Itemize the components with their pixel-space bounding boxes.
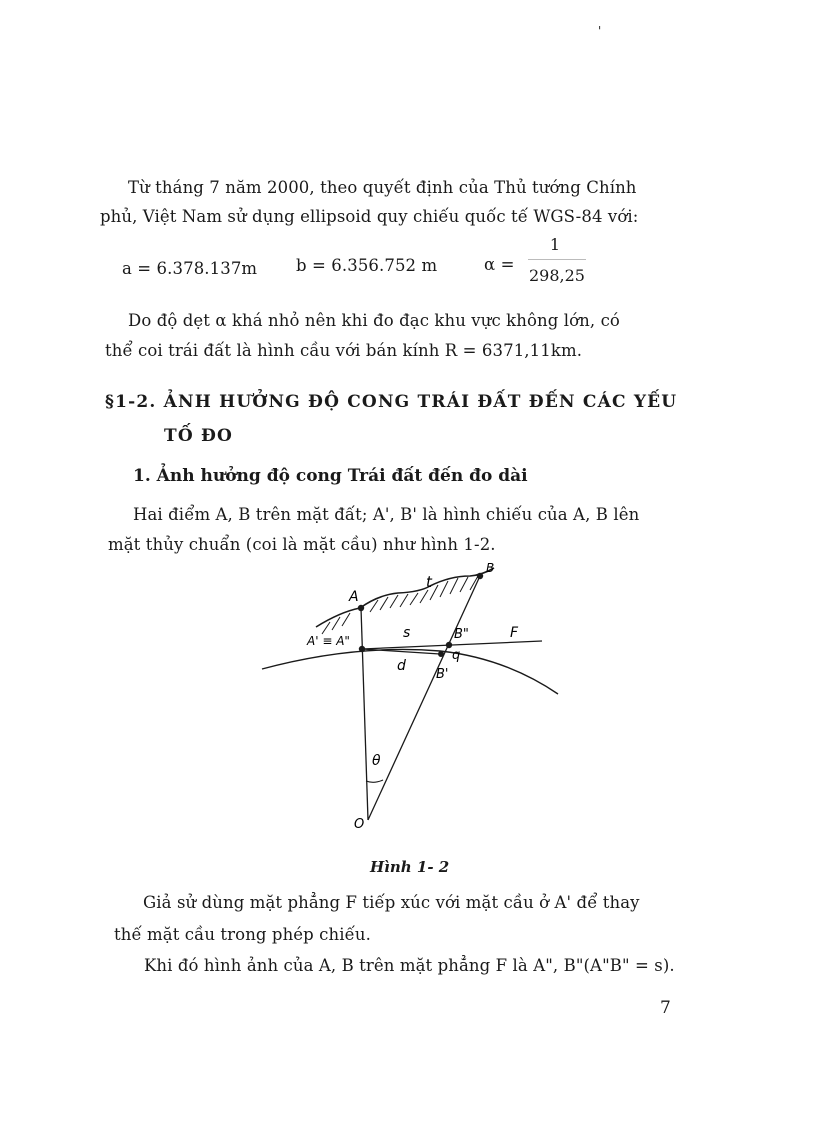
figure-caption: Hình 1- 2 <box>370 858 450 876</box>
label-b-prime: B' <box>436 667 449 682</box>
stray-mark: ' <box>598 24 602 38</box>
label-f: F <box>510 625 519 641</box>
subsection-heading: 1. Ảnh hưởng độ cong Trái đất đến đo dài <box>133 466 528 486</box>
terrain-surface <box>316 568 494 627</box>
section-heading-line-1: §1-2. ẢNH HƯỞNG ĐỘ CONG TRÁI ĐẤT ĐẾN CÁC YẾU <box>105 392 678 412</box>
terrain-hatching <box>322 576 478 634</box>
param-alpha-lhs: α = <box>484 255 515 274</box>
paragraph-5: Khi đó hình ảnh của A, B trên mặt phẳng F là A", B"(A"B" = s). <box>144 956 675 975</box>
paragraph-3-line-1: Hai điểm A, B trên mặt đất; A', B' là hình chiếu của A, B lên <box>133 505 640 524</box>
param-alpha-numerator: 1 <box>549 235 561 254</box>
label-t: t <box>426 573 432 591</box>
radial-line-b <box>368 576 480 820</box>
label-b: B <box>486 561 495 575</box>
point-b-prime <box>438 651 444 657</box>
theta-arc <box>366 780 383 782</box>
label-b-double-prime: B" <box>454 627 469 642</box>
point-a-prime <box>359 646 365 652</box>
label-q: q <box>452 648 461 663</box>
paragraph-4-line-1: Giả sử dùng mặt phẳng F tiếp xúc với mặt cầu ở A' để thay <box>143 893 640 912</box>
paragraph-2-line-1: Do độ dẹt α khá nhỏ nên khi đo đạc khu vực không lớn, có <box>128 311 620 330</box>
paragraph-4-line-2: thế mặt cầu trong phép chiếu. <box>114 925 371 944</box>
page-number: 7 <box>660 998 671 1018</box>
paragraph-1-line-1: Từ tháng 7 năm 2000, theo quyết định của Thủ tướng Chính <box>128 178 637 197</box>
section-heading-line-2: TỐ ĐO <box>164 426 234 446</box>
param-alpha-denominator: 298,25 <box>529 266 585 285</box>
label-d: d <box>397 658 406 674</box>
paragraph-1-line-2: phủ, Việt Nam sử dụng ellipsoid quy chiếu quốc tế WGS-84 với: <box>100 207 639 226</box>
sphere-arc <box>262 649 558 694</box>
label-s: s <box>403 625 411 641</box>
point-b <box>477 573 483 579</box>
label-a-equiv: A' ≡ A" <box>307 634 350 648</box>
label-o: O <box>354 817 365 832</box>
paragraph-2-line-2: thể coi trái đất là hình cầu với bán kính R = 6371,11km. <box>105 341 583 360</box>
param-b: b = 6.356.752 m <box>296 256 438 275</box>
point-a <box>358 605 364 611</box>
param-a: a = 6.378.137m <box>122 259 258 278</box>
label-a: A <box>349 589 359 605</box>
label-theta: θ <box>372 753 381 769</box>
vertical-line-a <box>361 608 368 820</box>
paragraph-3-line-2: mặt thủy chuẩn (coi là mặt cầu) như hình 1-2. <box>108 535 496 554</box>
